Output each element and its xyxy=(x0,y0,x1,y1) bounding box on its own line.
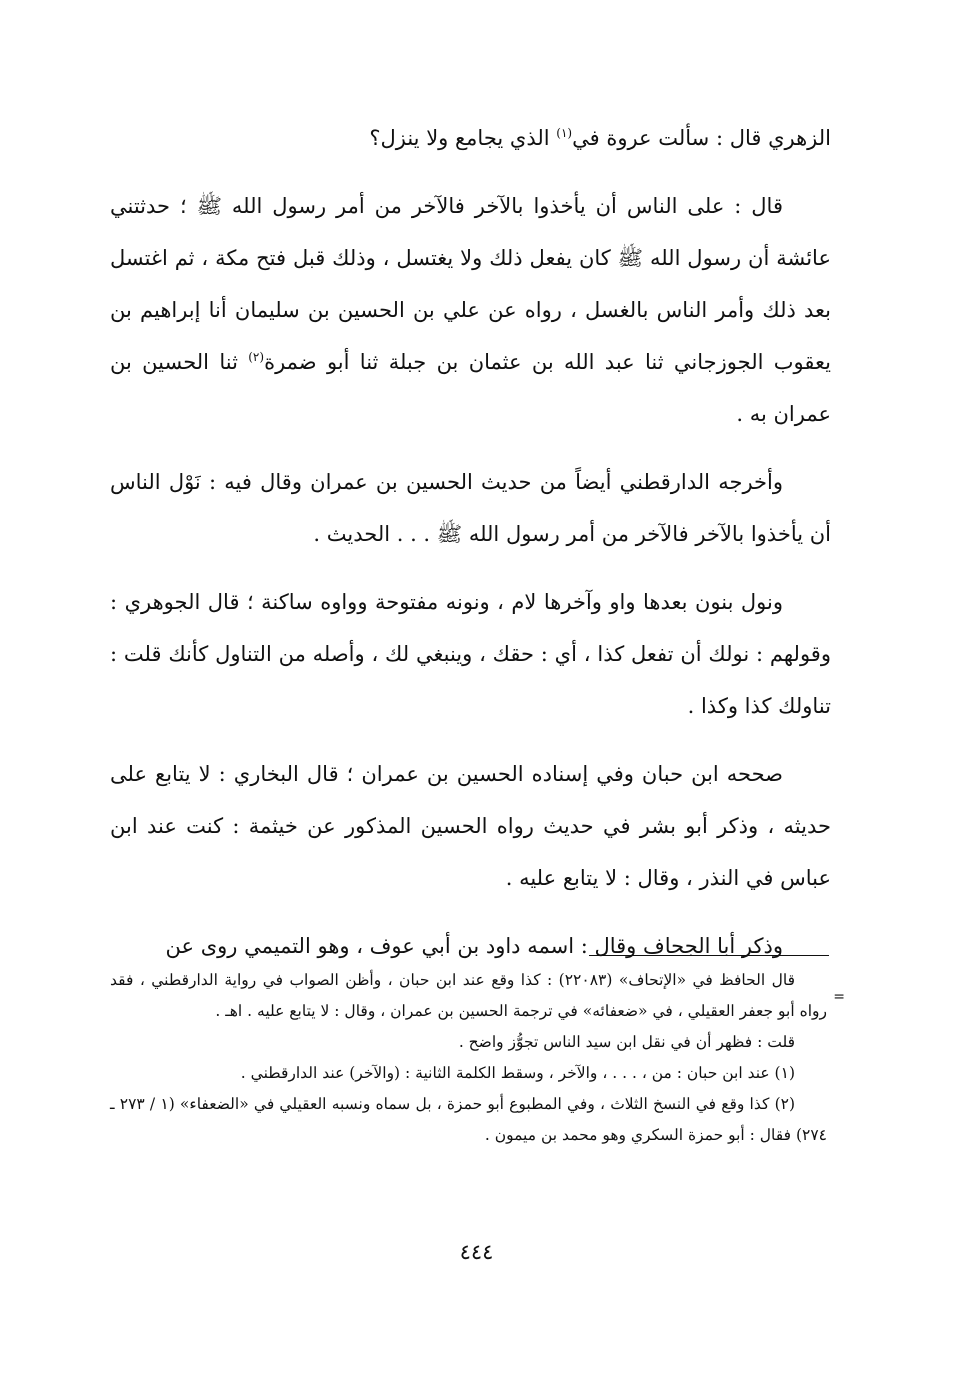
footnote-continuation-mark: = xyxy=(833,989,845,1005)
paragraph-1-text-end: الذي يجامع ولا ينزل؟ xyxy=(369,126,557,150)
footnote-ref-1: (١) xyxy=(556,126,573,140)
paragraph-2-text-end: ثنا الحسين بن عمران به . xyxy=(110,350,831,426)
paragraph-6: وذكر أبا الجحاف وقال : اسمه داود بن أبي عوف ، وهو التميمي روى عن xyxy=(165,934,783,958)
paragraph-2 xyxy=(110,180,831,440)
paragraph-1 xyxy=(110,112,831,164)
footnote-ref-2: (٢) xyxy=(248,350,265,364)
footnote-continued: قال الحافظ في «الإتحاف» (٢٢٠٨٣) : كذا وقع عند ابن حبان ، وأظن الصواب في رواية الدارقطني ، فقد رواه أبو جعفر العقيلي ، في «ضعفائه» في ترجمة الحسين بن عمران ، وقال : لا يتابع عليه . اهـ . xyxy=(110,971,827,1020)
page-number: ٤٤٤ xyxy=(459,1240,494,1264)
footnote-comment: قلت : فظهر أن في نقل ابن سيد الناس تجوُّز واضح . xyxy=(458,1033,795,1051)
paragraph-3: وأخرجه الدارقطني أيضاً من حديث الحسين بن عمران وقال فيه : نَوْل الناس أن يأخذوا بالآخر فالآخر من أمر رسول الله ﷺ . . . الحديث . xyxy=(110,470,831,546)
footnote-2: (٢) كذا وقع في النسخ الثلاث ، وفي المطبوع أبو حمزة ، بل سماه ونسبه العقيلي في «الضعفاء» (١ / ٢٧٣ ـ ٢٧٤) فقال : أبو حمزة السكري وهو محمد بن ميمون . xyxy=(110,1095,827,1144)
paragraph-1-text: الزهري قال : سألت عروة في xyxy=(572,126,831,150)
footnote-divider xyxy=(589,955,829,956)
footnote-1: (١) عند ابن حبان : من ، . . . ، والآخر ، وسقط الكلمة الثانية : (والآخر) عند الدارقطني . xyxy=(240,1064,795,1082)
paragraph-2-text: قال : على الناس أن يأخذوا بالآخر فالآخر من أمر رسول الله ﷺ ؛ حدثتني عائشة أن رسول الله ﷺ كان يفعل ذلك ولا يغتسل ، وذلك قبل فتح مكة ، ثم اغتسل بعد ذلك وأمر الناس بالغسل ، رواه عن علي بن الحسين بن سليمان أنا إبراهيم بن يعقوب الجوزجاني ثنا عبد الله بن عثمان بن جبلة ثنا أبو ضمرة xyxy=(110,194,831,374)
main-text xyxy=(110,112,831,988)
footnotes xyxy=(110,965,827,1151)
paragraph-4: ونول بنون بعدها واو وآخرها لام ، ونونه مفتوحة وواوه ساكنة ؛ قال الجوهري : وقولهم : نولك أن تفعل كذا ، أي : حقك ، وينبغي لك ، وأصله من التناول كأنك قلت : تناولك كذا وكذا . xyxy=(110,590,831,718)
paragraph-5: صححه ابن حبان وفي إسناده الحسين بن عمران ؛ قال البخاري : لا يتابع على حديثه ، وذكر أبو بشر في حديث رواه الحسين المذكور عن خيثمة : كنت عند ابن عباس في النذر ، وقال : لا يتابع عليه . xyxy=(110,762,831,890)
